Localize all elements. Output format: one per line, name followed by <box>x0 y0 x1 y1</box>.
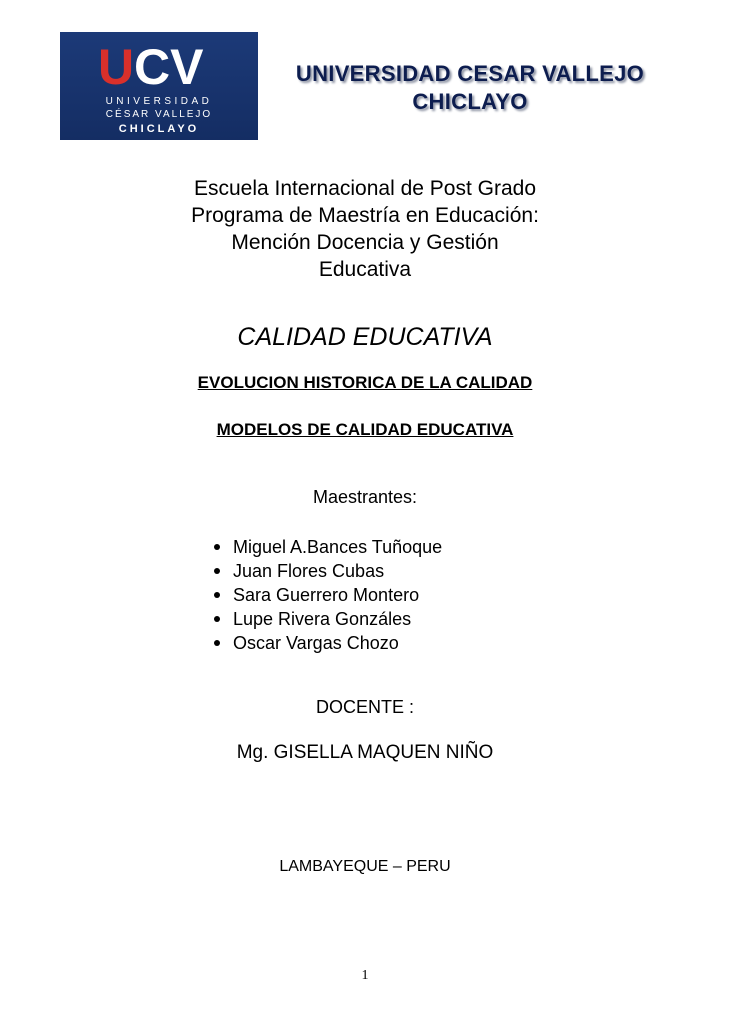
bullet-icon <box>214 568 220 574</box>
list-item <box>210 631 442 655</box>
logo-line-chiclayo: CHICLAYO <box>118 123 200 135</box>
program-mention: Mención Docencia y Gestión <box>231 231 499 254</box>
logo-line-cesar-vallejo: CÉSAR VALLEJO <box>105 109 213 120</box>
bullet-icon <box>214 640 220 646</box>
list-item <box>210 583 442 607</box>
course-title: CALIDAD EDUCATIVA <box>237 323 493 351</box>
bullet-icon <box>214 544 220 550</box>
topic-heading-2: MODELOS DE CALIDAD EDUCATIVA <box>216 420 514 439</box>
maestrantes-label: Maestrantes: <box>312 487 418 507</box>
school-program-block <box>170 175 560 283</box>
page-number: 1 <box>361 968 369 983</box>
location-line: LAMBAYEQUE – PERU <box>279 858 451 875</box>
topic-heading-1: EVOLUCION HISTORICA DE LA CALIDAD <box>197 373 533 392</box>
students-list <box>210 535 442 655</box>
logo-acronym-u: U <box>98 39 135 95</box>
logo-acronym-cv: CV <box>134 39 204 95</box>
bullet-icon <box>214 592 220 598</box>
student-name: Sara Guerrero Montero <box>233 585 420 605</box>
school-name: Escuela Internacional de Post Grado <box>193 177 537 200</box>
program-name: Programa de Maestría en Educación: <box>191 204 539 227</box>
bullet-icon <box>214 616 220 622</box>
logo-line-universidad: UNIVERSIDAD <box>105 96 213 107</box>
student-name: Miguel A.Bances Tuñoque <box>233 537 443 557</box>
teacher-name: Mg. GISELLA MAQUEN NIÑO <box>236 742 494 763</box>
docente-label: DOCENTE : <box>315 697 414 717</box>
ucv-logo-graphic <box>60 32 258 140</box>
university-name: UNIVERSIDAD CESAR VALLEJO <box>295 61 645 86</box>
ucv-logo <box>60 32 258 140</box>
list-item <box>210 559 442 583</box>
university-heading <box>262 60 678 116</box>
student-name: Lupe Rivera Gonzáles <box>233 609 412 629</box>
list-item <box>210 607 442 631</box>
list-item <box>210 535 442 559</box>
student-name: Oscar Vargas Chozo <box>233 633 399 653</box>
program-mention-cont: Educativa <box>318 258 412 281</box>
student-name: Juan Flores Cubas <box>233 561 385 581</box>
university-campus: CHICLAYO <box>412 89 528 114</box>
